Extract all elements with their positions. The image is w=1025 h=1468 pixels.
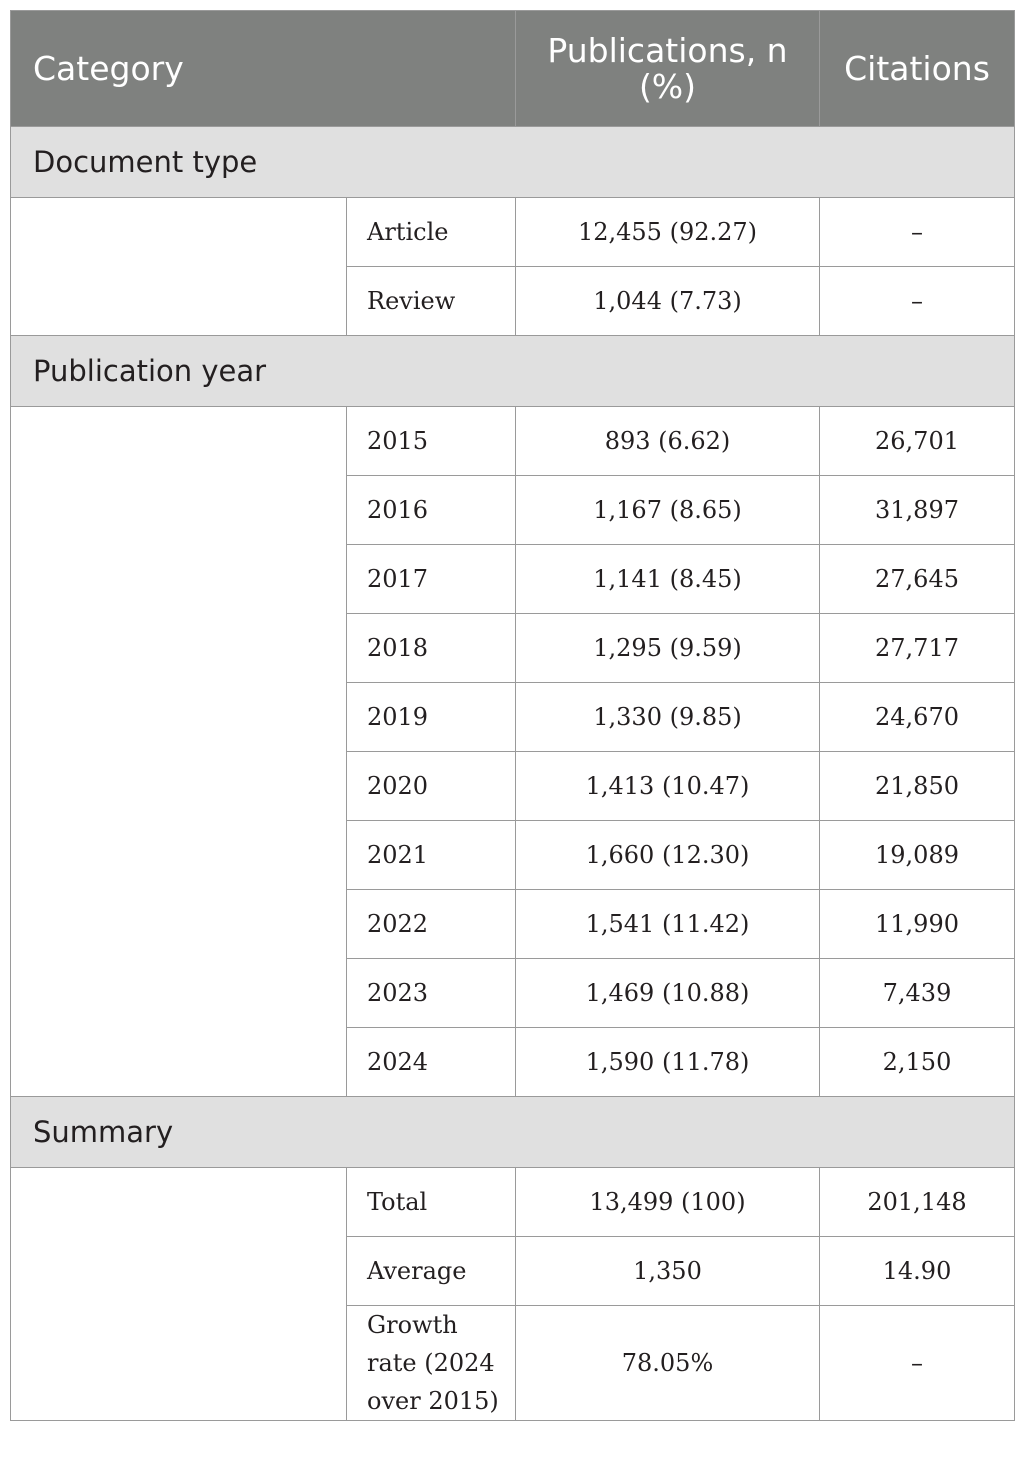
section-title: Publication year [11,336,1015,407]
citations-cell: – [820,198,1015,267]
row-label: Review [347,267,516,336]
publications-cell: 1,295 (9.59) [516,614,820,683]
citations-cell: 201,148 [820,1168,1015,1237]
table-body [11,127,1015,1421]
table-row [11,1168,1015,1237]
empty-cell [11,198,347,336]
section-row-publication-year [11,336,1015,407]
citations-cell: 2,150 [820,1028,1015,1097]
publications-cell: 78.05% [516,1306,820,1421]
data-table [10,10,1015,1421]
citations-cell: – [820,1306,1015,1421]
row-label: 2024 [347,1028,516,1097]
row-label: 2016 [347,476,516,545]
row-label: 2018 [347,614,516,683]
row-label: 2023 [347,959,516,1028]
publications-cell: 1,413 (10.47) [516,752,820,821]
citations-cell: 27,645 [820,545,1015,614]
row-label: 2021 [347,821,516,890]
row-label: Growth rate (2024 over 2015) [347,1306,516,1421]
publications-cell: 13,499 (100) [516,1168,820,1237]
citations-cell: – [820,267,1015,336]
row-label: Average [347,1237,516,1306]
citations-cell: 27,717 [820,614,1015,683]
table-container [10,10,1015,1421]
row-label: 2019 [347,683,516,752]
publications-cell: 1,590 (11.78) [516,1028,820,1097]
section-title: Document type [11,127,1015,198]
publications-cell: 1,660 (12.30) [516,821,820,890]
citations-cell: 24,670 [820,683,1015,752]
publications-cell: 1,350 [516,1237,820,1306]
citations-cell: 19,089 [820,821,1015,890]
table-header [11,11,1015,127]
publications-cell: 893 (6.62) [516,407,820,476]
citations-cell: 21,850 [820,752,1015,821]
table-row [11,407,1015,476]
row-label: Article [347,198,516,267]
section-title: Summary [11,1097,1015,1168]
header-row [11,11,1015,127]
header-publications: Publications, n (%) [516,11,820,127]
row-label: 2022 [347,890,516,959]
citations-cell: 7,439 [820,959,1015,1028]
header-citations: Citations [820,11,1015,127]
citations-cell: 14.90 [820,1237,1015,1306]
citations-cell: 11,990 [820,890,1015,959]
publications-cell: 1,541 (11.42) [516,890,820,959]
table-row [11,198,1015,267]
row-label: 2015 [347,407,516,476]
row-label: 2017 [347,545,516,614]
header-category: Category [11,11,516,127]
publications-cell: 1,044 (7.73) [516,267,820,336]
publications-cell: 12,455 (92.27) [516,198,820,267]
empty-cell [11,407,347,1097]
publications-cell: 1,141 (8.45) [516,545,820,614]
citations-cell: 31,897 [820,476,1015,545]
section-row-document-type [11,127,1015,198]
publications-cell: 1,469 (10.88) [516,959,820,1028]
section-row-summary [11,1097,1015,1168]
citations-cell: 26,701 [820,407,1015,476]
row-label: Total [347,1168,516,1237]
publications-cell: 1,330 (9.85) [516,683,820,752]
row-label: 2020 [347,752,516,821]
empty-cell [11,1168,347,1421]
publications-cell: 1,167 (8.65) [516,476,820,545]
